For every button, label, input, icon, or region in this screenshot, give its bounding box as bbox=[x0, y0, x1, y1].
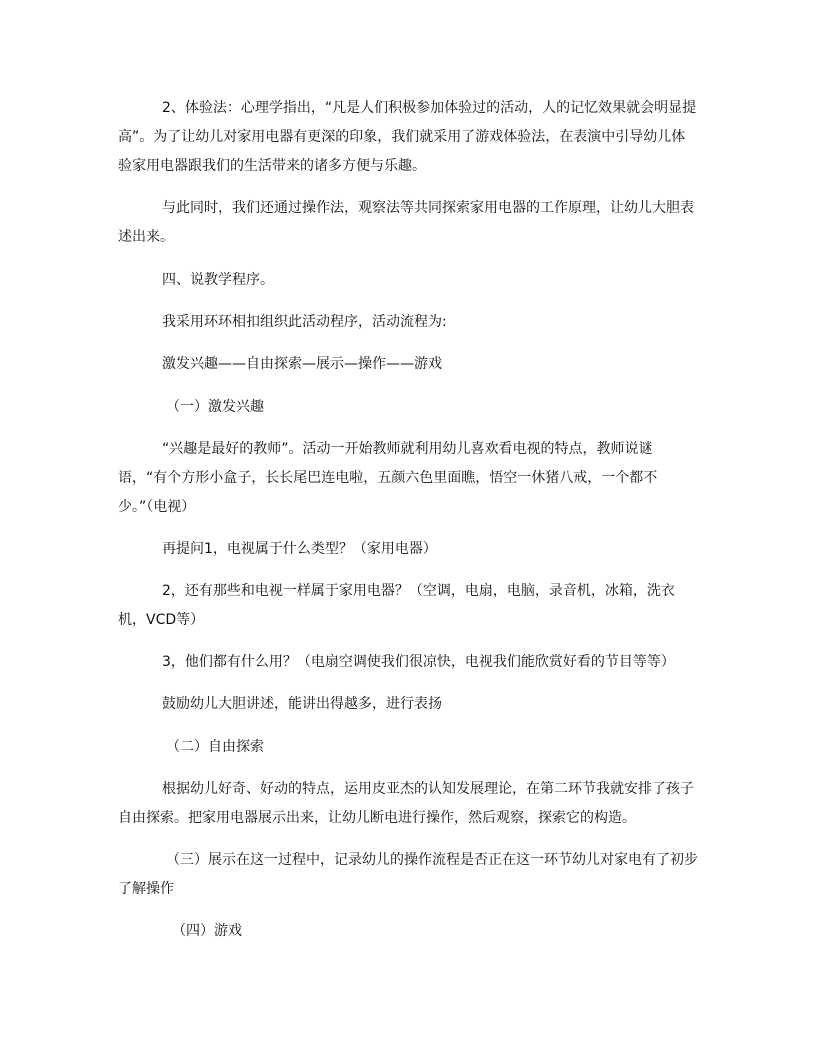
subheading-game: （四）游戏 bbox=[172, 923, 242, 939]
subheading-free-exploration: （二）自由探索 bbox=[166, 739, 264, 755]
paragraph-exploration-details: 根据幼儿好奇、好动的特点，运用皮亚杰的认知发展理论，在第二环节我就安排了孩子自由探索。把家用电器展示出来，让幼儿断电进行操作，然后观察，探索它的构造。 bbox=[118, 781, 694, 826]
paragraph-activity-flow: 激发兴趣——自由探索—展示—操作——游戏 bbox=[162, 356, 442, 372]
paragraph-display: （三）展示在这一过程中，记录幼儿的操作流程是否正在这一环节幼儿对家电有了初步了解操作 bbox=[118, 852, 698, 897]
paragraph-question-3: 3，他们都有什么用？（电扇空调使我们很凉快，电视我们能欣赏好看的节目等等） bbox=[162, 654, 675, 670]
section-heading-teaching-procedure: 四、说教学程序。 bbox=[162, 272, 274, 288]
paragraph-activity-flow-intro: 我采用环环相扣组织此活动程序，活动流程为: bbox=[162, 314, 447, 330]
paragraph-experience-method: 2、体验法：心理学指出，“凡是人们积极参加体验过的活动，人的记忆效果就会明显提高”。为了让幼儿对家用电器有更深的印象，我们就采用了游戏体验法，在表演中引导幼儿体验家用电器跟我们的生活带来的诸多方便与乐趣。 bbox=[118, 100, 697, 174]
subheading-arouse-interest: （一）激发兴趣 bbox=[166, 399, 264, 415]
paragraph-question-1: 再提问1，电视属于什么类型？（家用电器） bbox=[162, 541, 437, 557]
paragraph-encourage: 鼓励幼儿大胆讲述，能讲出得越多，进行表扬 bbox=[162, 696, 442, 712]
paragraph-question-2: 2，还有那些和电视一样属于家用电器？（空调，电扇，电脑，录音机，冰箱，洗衣机，VCD等） bbox=[118, 583, 675, 628]
paragraph-operation-method: 与此同时，我们还通过操作法，观察法等共同探索家用电器的工作原理，让幼儿大胆表述出来。 bbox=[118, 200, 694, 245]
paragraph-riddle: “兴趣是最好的教师”。活动一开始教师就利用幼儿喜欢看电视的特点，教师说谜语，“有个方形小盒子，长长尾巴连电啦，五颜六色里面瞧，悟空一休猪八戒，一个都不少。”（电视） bbox=[118, 441, 658, 515]
